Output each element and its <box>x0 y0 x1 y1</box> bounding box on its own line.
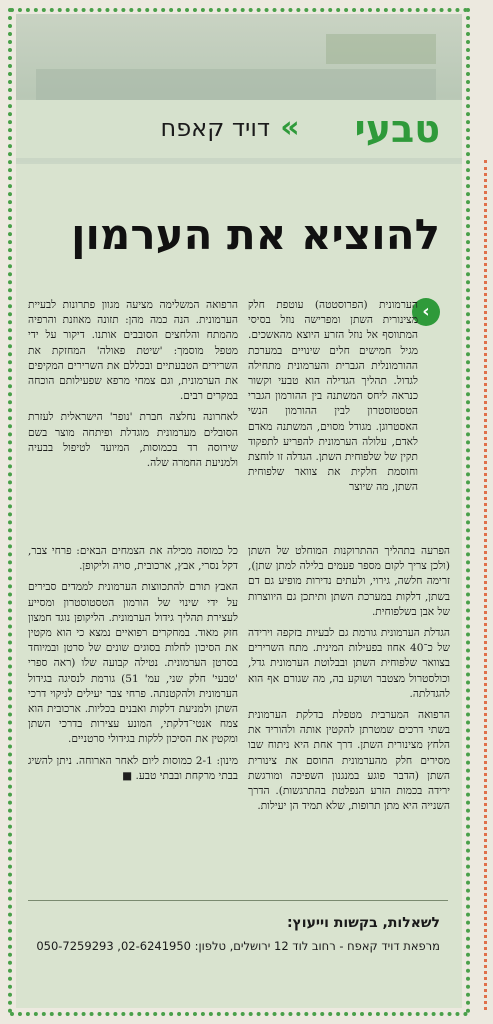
dotted-border-bottom <box>10 1012 468 1016</box>
dotted-border-left <box>8 8 12 1014</box>
paragraph: הערמונית (הפרוסטטה) עוטפת חלק מצינורית השתן ומפרישה נוזל בסיסי המתווסף אל נוזל הזרע היוצא מהאשכים. מגיל חמישים חלים שינויים במערכת ההורמונלית הגברית והערמונית מתחילה לגדול. תהליך הגדילה הוא טבעי וקשור כנראה ליחס המשתנה בין ההורמון הגברי הטסטוסטרון לבין ההורמון הנשי האסטרוגן. מגודל מסוים, המשתנה מאדם לאדם, עלולה הערמונית להפריע לתפקוד תקין של שלפוחית השתן. הגדלה זו לוחצת וחוסמת חלקית את צוואר שלפוחית השתן, מה שיוצר <box>248 299 418 494</box>
footer-title: לשאלות, בקשות וייעוץ: <box>286 915 440 931</box>
paragraph: לאחרונה נחלצה חברת 'נופר' הישראלית לעזרת הסובלים מערמונית מוגדלת ופיתחה מוצר בשם שירוסה רד בכמוסות, המיועד לטיפול בבעיה ולמניעת החמרה שלה. <box>28 411 238 470</box>
dotted-border-top <box>10 8 468 12</box>
article-headline: להוציא את הערמון <box>71 210 440 259</box>
paragraph: הרפואה המערבית מטפלת בדלקת הערמונית בשתי דרכים שמטרתן להקטין אותה ולהוריד את הלחץ מצינורית השתן. דרך אחת היא ניתוח שבו מסירים חלק מהערמונית החוסם את צינורית השתן (הדבר פוגע במנגנון השפיכה ומורגשת ירידה בכמות הזרע הנפלטת בהתרגשות). הדרך השנייה היא מתן תרופות, שלא תמיד הן יעילות. <box>248 709 450 813</box>
paragraph: כל כמוסה מכילה את הצמחים הבאים: פרחי צבר, דקל נסרי, אבץ, ארכובית, סויה וליקופן. <box>28 545 238 573</box>
dotted-border-outer <box>484 160 487 1010</box>
paragraph: האבץ תורם להתכווצות הערמונית לממדים סבירים על ידי שינוי של הורמון הטסטוסטרון ומסייע לעצירת תהליך גידול הערמונית. הליקופן נוגד חמצון חזק מאוד. במחקרים רפואיים נמצא כי הוא מקטין את הסיכון לחלות בסוגים שונים של סרטן ובמיוחד בסרטן הערמונית. נטילה קבועה שלו (ראה ספרי 'טבעי' חלק שני, עמ' 51) גורמת לנסיגה בגידול הערמונית ולהקטנתה. פרחי צבר יעילים לניקוי דרכי השתן ולמניעת דלקות ואבנים בכליות. ארכובית הוא צמח אנטי־דלקתי, המונע עצירות בדרכי השתן ומקטין את הסיכון ללקות בגידולי סרטניים. <box>28 581 238 746</box>
paragraph: הגדלת הערמונית גורמת גם לבעיות בזקפה וירידה של כ־40 אחוז בפעילות המינית. מתח השרירים בצוואר שלפוחית השתן ובבלוטת הערמונית גדל, וכולסטרול מצטבר ושוקע בה, מה שגורם אף הוא להגדלתה. <box>248 627 450 700</box>
footer-contact: מרפאת דויד קאפח - רחוב לוד 12 ירושלים, טלפון: 02-6241950, 050-7259293 <box>36 939 440 953</box>
paragraph: הרפואה המשלימה מציעה מגוון פתרונות לבעיית הערמונית. הנה כמה מהן: תזונה מאוזנת והרפיה מהמתח והלחצים הסובבים אותנו. דיקור על ידי מטפל מוסמך: 'שיטת פאולה' המחזקת את השרירים הטבעתיים ובכללם את השרירים המקיפים את הערמונית, וגם צמחי מרפא שפעילותם הוכחה במקרים רבים. <box>28 299 238 403</box>
dotted-border-right <box>466 8 470 1014</box>
column-bottom-left <box>28 544 238 889</box>
double-chevron-left-icon: « <box>280 110 300 145</box>
column-top-left <box>28 298 238 528</box>
column-top-right <box>248 298 450 536</box>
footer-divider <box>28 900 448 901</box>
paragraph: הפרעה בתהליך ההתרוקנות המוחלט של השתן (ולכן צריך לקום מספר פעמים בלילה למתן שתן), זרימה חלשה, גירוי, ולעתים נדירות מופיע גם דם בשתן, דלקות במערכת השתן ותיתכן גם היווצרות של אבן בשלפוחית. <box>248 545 450 618</box>
circle-arrow-left-icon: ‹ <box>412 298 440 326</box>
paragraph: מינון: 2-1 כמוסות ליום לאחר הארוחה. ניתן להשיג בבתי מרקחת ובבתי טבע. ■ <box>28 754 238 782</box>
column-bottom-right <box>248 544 450 884</box>
author-name: דויד קאפח <box>160 114 270 142</box>
column-brand: טבעי <box>354 107 440 151</box>
photo-shape <box>326 34 436 64</box>
